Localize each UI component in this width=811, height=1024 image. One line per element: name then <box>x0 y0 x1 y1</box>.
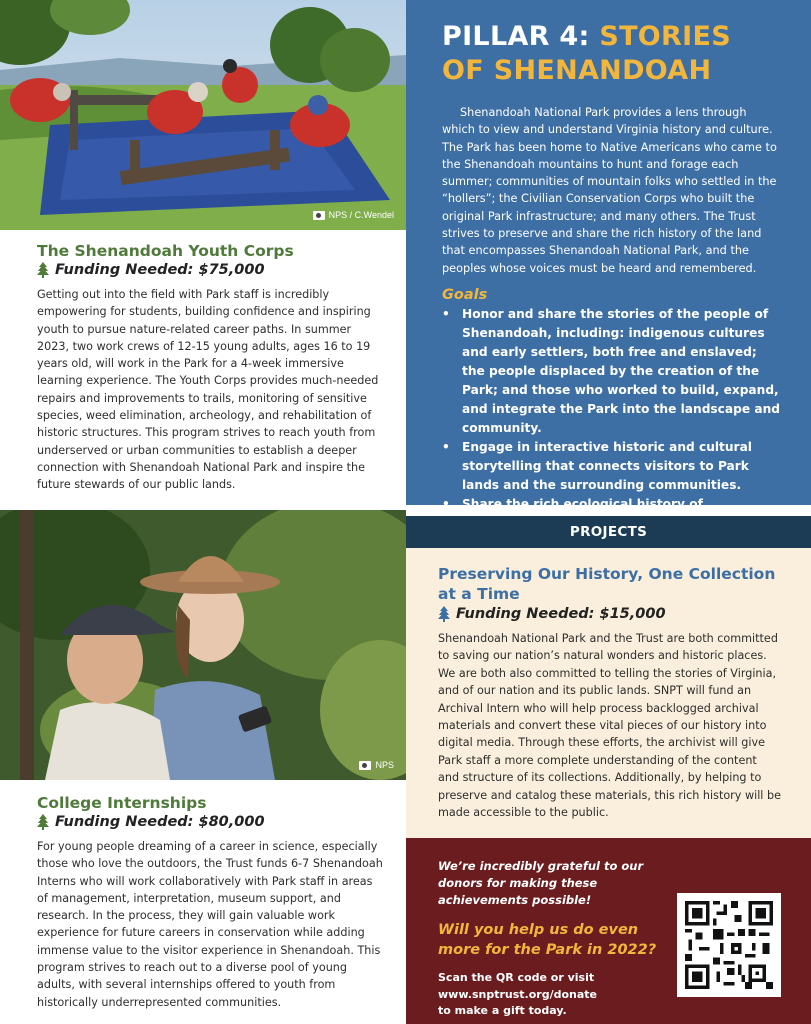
photo-credit-text: NPS <box>375 760 394 770</box>
qr-code[interactable] <box>677 893 781 997</box>
youth-corps-title: The Shenandoah Youth Corps <box>37 242 294 260</box>
pillar-title <box>442 20 781 88</box>
youth-corps-section <box>0 242 406 494</box>
youth-corps-funding-text: Funding Needed: $75,000 <box>55 262 265 278</box>
qr-code-icon <box>685 901 773 989</box>
pillar-panel <box>406 0 811 511</box>
project-title: Preserving Our History, One Collection at a Time <box>438 565 776 603</box>
tree-icon <box>37 814 49 830</box>
internships-section <box>0 794 406 1011</box>
project-funding-text: Funding Needed: $15,000 <box>456 606 666 622</box>
goal-item: • Honor and share the stories of the people of Shenandoah, including: indigenous cultures and early settlers, both free and enslaved; the people displaced by the creation of the Park; and those who worked to build, expand, and integrate the Park into the landscape and community. <box>442 305 781 438</box>
internship-photo <box>0 510 406 780</box>
internships-body: For young people dreaming of a career in science, especially those who love the outdoors, the Trust funds 6-7 Shenandoah Interns who will work collaboratively with Park staff in areas of management, interpretation, museum support, and research. In the process, they will gain valuable work experience for future careers in conservation while adding immense value to the visitor experience in Shenandoah. This program strives to reach out to a diverse pool of young adults, with several internships offered to youth from historically underrepresented communities. <box>37 840 383 1009</box>
youth-corps-photo-image <box>0 0 406 230</box>
goal-item: • Share the rich ecological history of <box>442 495 781 533</box>
project-section <box>406 548 811 838</box>
donor-thanks: We’re incredibly grateful to our donors for making these achievements possible! <box>438 859 644 907</box>
project-body: Shenandoah National Park and the Trust are both committed to saving our nation’s natural wonders and historic places. We are both also committed to telling the stories of Virginia, and of our nation and its public lands. SNPT will fund an Archival Intern who will help process backlogged archival materials and convert these vital pieces of our history into digital media. Through these efforts, the archivist will give Park staff a more complete understanding of the content and structure of its collections. Additionally, by helping to preserve and catalog these materials, this rich history will be made accessible to the public. <box>438 632 781 820</box>
camera-icon <box>359 761 371 770</box>
donate-ask: Will you help us do even more for the Park in 2022? <box>438 922 657 958</box>
donate-section <box>406 838 811 1024</box>
pillar-title-prefix: PILLAR 4: <box>442 21 600 52</box>
youth-corps-funding <box>37 262 384 278</box>
gift-text: to make a gift today. <box>438 1004 567 1017</box>
tree-icon <box>37 262 49 278</box>
internships-funding <box>37 814 384 830</box>
projects-heading: PROJECTS <box>406 516 811 548</box>
internships-funding-text: Funding Needed: $80,000 <box>55 814 265 830</box>
pillar-title-accent: STORIES OF SHENANDOAH <box>442 21 731 86</box>
tree-icon <box>438 606 450 622</box>
photo-credit-text: NPS / C.Wendel <box>328 210 394 220</box>
goals-list <box>442 305 781 533</box>
photo-credit <box>313 210 394 220</box>
photo-credit <box>359 760 394 770</box>
goal-item: • Engage in interactive historic and cultural storytelling that connects visitors to Park lands and the surrounding communities. <box>442 438 781 495</box>
camera-icon <box>313 211 325 220</box>
pillar-intro: Shenandoah National Park provides a lens through which to view and understand Virginia history and culture. The Park has been home to Native Americans who came to the Shenandoah mountains to hunt and forage each summer; communities of mountain folks who settled in the “hollers”; the Civilian Conservation Corps who built the original Park infrastructure; and many others. The Trust strives to preserve and share the rich history of the land that encompasses Shenandoah National Park, and the peoples whose voices must be heard and remembered. <box>442 106 777 275</box>
goals-heading: Goals <box>442 286 488 303</box>
scan-text: Scan the QR code or visit <box>438 971 595 984</box>
internship-photo-image <box>0 510 406 780</box>
project-funding <box>438 606 781 622</box>
donate-link[interactable]: www.snptrust.org/donate <box>438 987 597 1001</box>
internships-title: College Internships <box>37 794 207 812</box>
youth-corps-photo <box>0 0 406 230</box>
youth-corps-body: Getting out into the field with Park staff is incredibly empowering for students, building confidence and inspiring youth to pursue nature-related career paths. In summer 2023, two work crews of 12-15 young adults, ages 16 to 19 years old, will work in the Park for a 4-week immersive learning experience. The Youth Corps provides much-needed repairs and improvements to trails, monitoring of sensitive species, weed elimination, archeology, and rehabilitation of historic structures. This program strives to reach youth from underserved or urban communities to establish a deeper connection with Shenandoah National Park and inspire the future stewards of our public lands. <box>37 288 379 492</box>
